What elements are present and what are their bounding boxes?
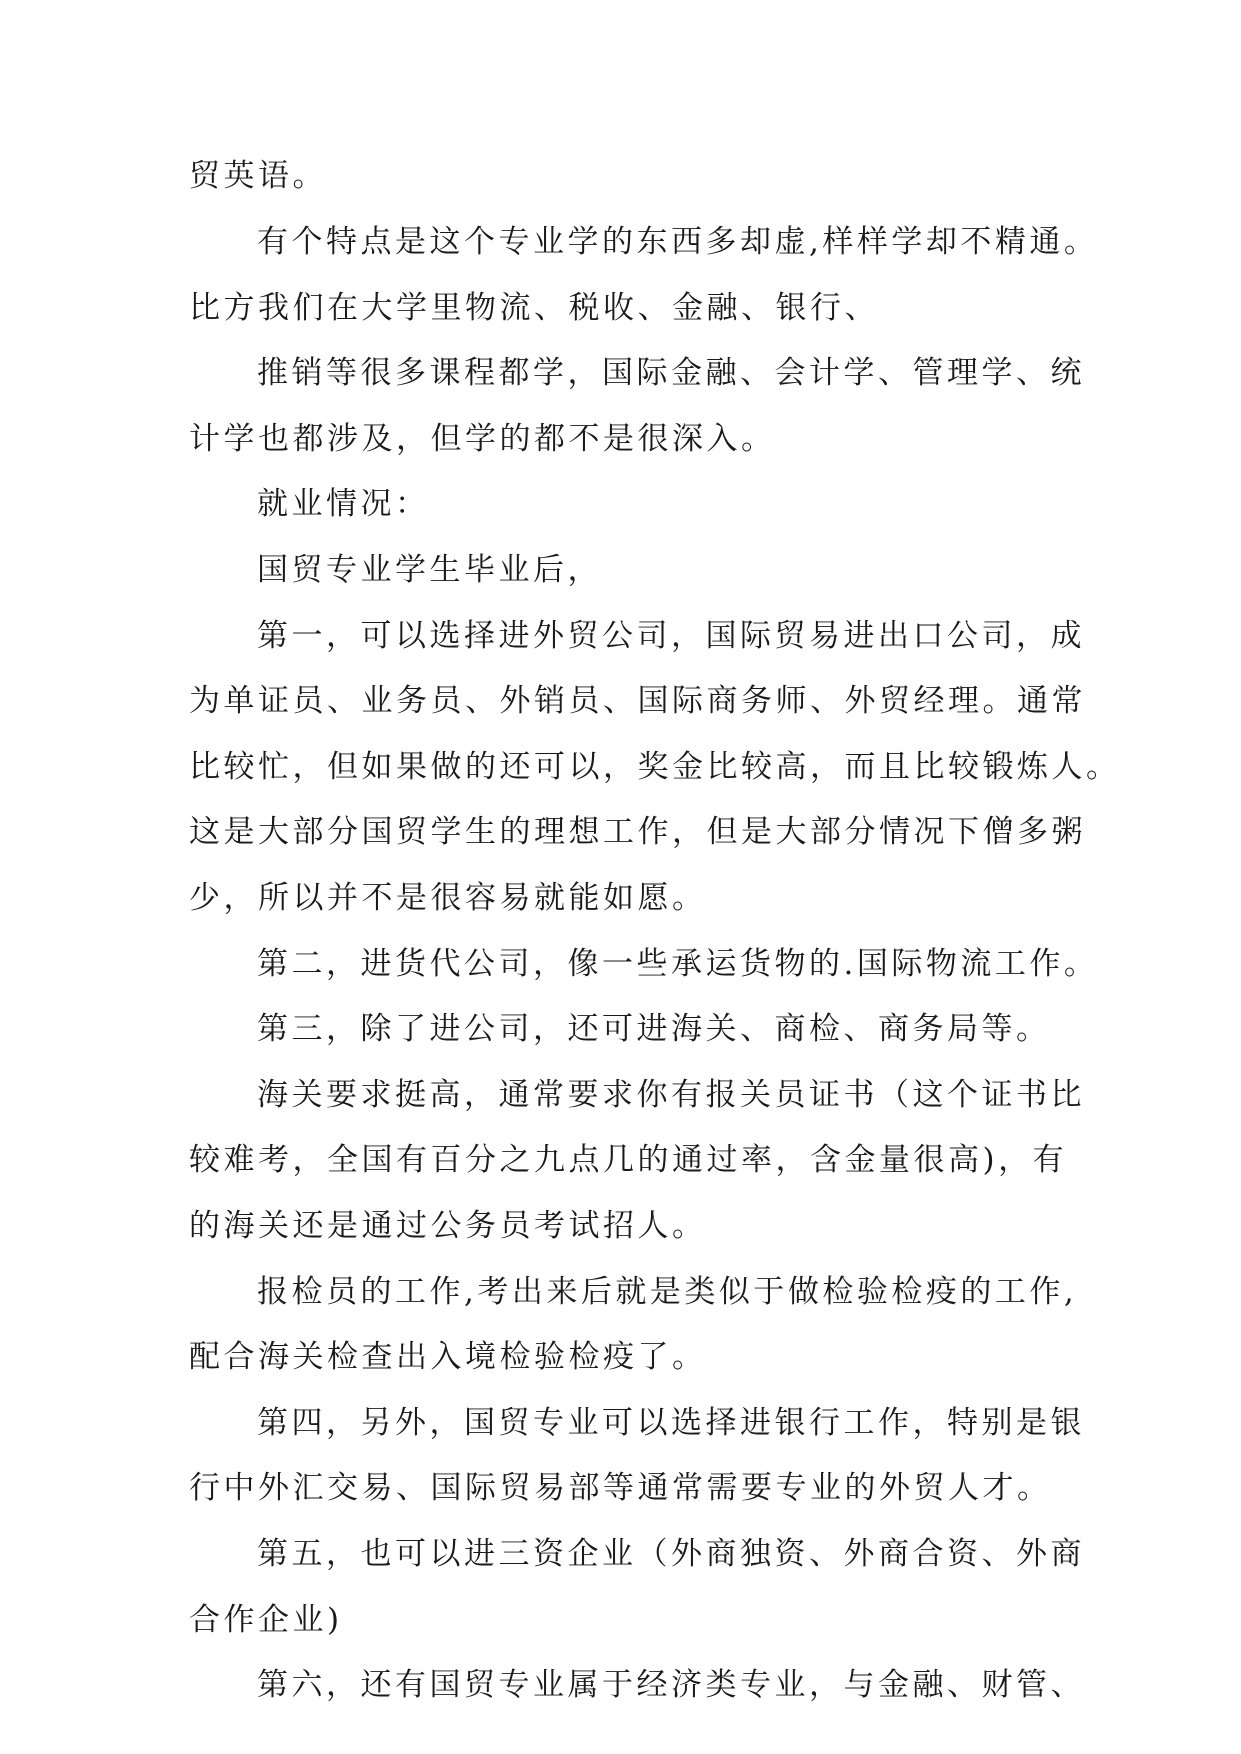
text-line-5: 计学也都涉及，但学的都不是很深入。 [189, 421, 776, 457]
text-line-4: 推销等很多课程都学，国际金融、会计学、管理学、统 [257, 355, 1085, 391]
text-line-15: 海关要求挺高，通常要求你有报关员证书（这个证书比 [257, 1077, 1085, 1113]
text-line-18: 报检员的工作,考出来后就是类似于做检验检疫的工作, [257, 1274, 1078, 1310]
text-line-12: 少，所以并不是很容易就能如愿。 [189, 880, 707, 916]
text-line-21: 行中外汇交易、国际贸易部等通常需要专业的外贸人才。 [189, 1470, 1052, 1506]
text-line-3: 比方我们在大学里物流、税收、金融、银行、 [189, 290, 879, 326]
text-line-16: 较难考，全国有百分之九点几的通过率，含金量很高)，有 [189, 1142, 1068, 1178]
text-line-14: 第三，除了进公司，还可进海关、商检、商务局等。 [257, 1011, 1051, 1047]
text-line-1: 贸英语。 [189, 158, 327, 194]
text-line-20: 第四，另外，国贸专业可以选择进银行工作，特别是银 [257, 1405, 1085, 1441]
text-line-11: 这是大部分国贸学生的理想工作，但是大部分情况下僧多粥 [189, 814, 1086, 850]
text-line-22: 第五，也可以进三资企业（外商独资、外商合资、外商 [257, 1536, 1085, 1572]
text-line-24: 第六，还有国贸专业属于经济类专业，与金融、财管、 [257, 1667, 1085, 1703]
text-line-9: 为单证员、业务员、外销员、国际商务师、外贸经理。通常 [189, 683, 1086, 719]
text-line-19: 配合海关检查出入境检验检疫了。 [189, 1339, 707, 1375]
text-line-10: 比较忙，但如果做的还可以，奖金比较高，而且比较锻炼人。 [189, 749, 1121, 785]
text-line-2: 有个特点是这个专业学的东西多却虚,样样学却不精通。 [257, 224, 1099, 260]
text-line-6: 就业情况： [257, 486, 430, 522]
text-line-7: 国贸专业学生毕业后， [257, 552, 602, 588]
text-line-13: 第二，进货代公司，像一些承运货物的.国际物流工作。 [257, 946, 1099, 982]
text-line-17: 的海关还是通过公务员考试招人。 [189, 1208, 707, 1244]
text-line-23: 合作企业) [189, 1602, 343, 1638]
text-line-8: 第一，可以选择进外贸公司，国际贸易进出口公司，成 [257, 618, 1085, 654]
